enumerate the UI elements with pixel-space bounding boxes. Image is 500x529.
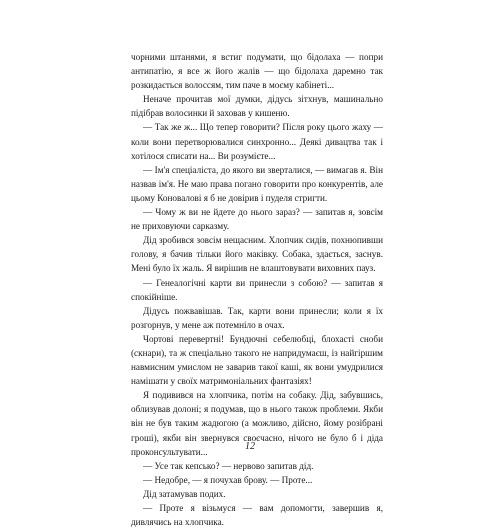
paragraph: Неначе прочитав мої думки, дідусь зітхнув, машинально підібрав волосинки й заховав у кишеню. xyxy=(131,94,383,119)
paragraph: — Генеалогічні карти ви принесли з собою? — запитав я спокійніше. xyxy=(131,277,383,302)
paragraph: — Чому ж ви не йдете до нього зараз? — запитав я, зовсім не приховуючи сарказму. xyxy=(131,207,383,232)
paragraph: Дідусь пожвавішав. Так, карти вони принесли; коли я їх розгорнув, у мене аж потемніло в очах. xyxy=(131,305,383,330)
paragraph: — Ім'я спеціаліста, до якого ви зверталися, — вимагав я. Він назвав ім'я. Не маю права погано говорити про конкурентів, але цьому Коновалові я б не довірив і пуделя стригти. xyxy=(131,164,383,203)
paragraph: чорними штанями, я встиг подумати, що бідолаха — попри антипатію, я все ж його жалів — що бідолаха даремно так розкидається волоссям, тим паче в моєму кабінеті... xyxy=(131,52,383,91)
page-number: 12 xyxy=(245,441,255,452)
paragraph: — Недобре, — я почухав брову. — Проте... xyxy=(143,474,313,485)
text-body xyxy=(131,50,383,529)
paragraph: — Так же ж... Що тепер говорити? Після року цього жаху — коли вони перетворювалися синхронно... Деякі дивацтва так і хотілося списати на... Ви розумієте... xyxy=(131,122,383,161)
paragraph: Чортові перевертні! Бундючні себелюбці, блохасті сноби (скнари), та ж спеціально такого не напридумаєш, із найгіршим навмисним умислом не заварив такої каші, як вони умудрилися намішати у своїх матримоніальних фантазіях! xyxy=(131,333,383,387)
paragraph: Я подивився на хлопчика, потім на собаку. Дід, забувшись, облизував долоні; я подумав, що в нього також проблеми. Якби він не був таким жадюгою (а можливо, дійсно, йому розібрані гроші), якби він звернувся своєчасно, нічого не було б і діда проконсультувати... xyxy=(131,390,383,457)
paragraph: Дід зробився зовсім нещасним. Хлопчик сидів, похнюпивши голову, я бачив тільки його маківку. Собака, здається, заснув. Мені було їх жаль. Я вирішив не влаштовувати виховних пауз. xyxy=(131,235,383,274)
paragraph: — Проте я візьмуся — вам допомогти, завершив я, дивлячись на хлопчика. xyxy=(131,503,383,528)
paragraph: Дід затамував подих. xyxy=(143,488,226,499)
paragraph: — Усе так кепсько? — нервово запитав дід. xyxy=(143,460,314,471)
